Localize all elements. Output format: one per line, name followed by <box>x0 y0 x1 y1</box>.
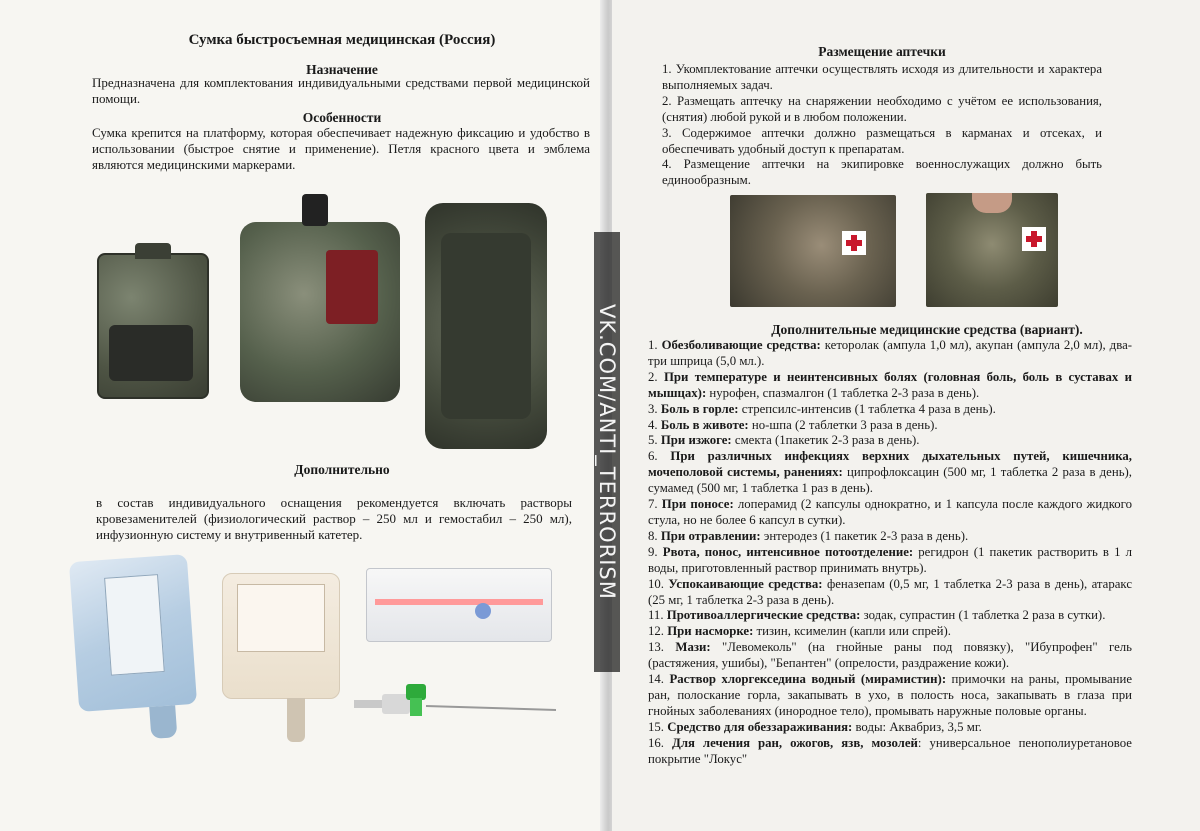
placement-heading: Размещение аптечки <box>818 44 946 59</box>
additional-heading: Дополнительно <box>294 462 390 477</box>
additional-text: в состав индивидуального оснащения рекомендуется включать растворы кровезаменителей (физиологический раствор – 250 мл и гемостабил – 250 мл), инфузионную систему и внутривенный катетер. <box>96 495 572 542</box>
extra-item: 6. При различных инфекциях верхних дыхательных путей, кишечника, мочеполовой системы, ранениях: ципрофлоксацин (500 мг, 1 таблетка 2 раза в день), сумамед (500 мг, 1 таблетка 1 раз в день). <box>648 449 1133 496</box>
extra-item: 14. Раствор хлоргексединa водный (мирамистин): примочки на раны, промывание ран, полоскание горла, закапывать в ухо, в полость носа, закапывать в глаза при гнойных заболеваниях (инородное тело), промывать наружные половые органы. <box>648 672 1133 718</box>
left-title: Сумка быстросъемная медицинская (Россия) <box>188 32 496 48</box>
extra-item: 11. Противоаллергические средства: зодак, супрастин (1 таблетка 2 раза в сутки). <box>648 608 1106 623</box>
placement-item: 4. Размещение аптечки на экипировке военнослужащих должно быть единообразным. <box>662 157 1102 188</box>
extra-item: 4. Боль в животе: но-шпа (2 таблетки 3 раза в день). <box>648 417 938 432</box>
pouch-platform-photo <box>97 253 209 399</box>
extra-list <box>648 338 1132 767</box>
extra-item: 10. Успокаивающие средства: феназепам (0,5 мг, 1 таблетка 2-3 раза в день), атаракс (25 мг, 1 таблетка 2-3 раза в день). <box>648 576 1133 607</box>
features-heading: Особенности <box>302 110 382 125</box>
extra-item: 3. Боль в горле: стрепсилс-интенсив (1 таблетка 4 раза в день). <box>648 401 996 416</box>
extra-item: 2. При температуре и неинтенсивных болях (головная боль, боль в суставах и мышцах): нурофен, спазмалгон (1 таблетка 2-3 раза в день). <box>648 369 1133 400</box>
extra-item: 7. При поносе: лоперамид (2 капсулы однократно, и 1 капсула после каждого жидкого стула, но не более 6 капсул в сутки). <box>648 497 1133 527</box>
extra-item: 12. При насморке: тизин, ксимелин (капли или спрей). <box>648 624 951 639</box>
placement-item: 1. Укомплектование аптечки осуществлять исходя из длительности и характера выполняемых задач. <box>662 62 1102 92</box>
watermark-text: VK.COM/ANTI_TERRORISM <box>594 232 620 672</box>
medical-pouch-photo <box>240 222 400 402</box>
extra-item: 15. Средство для обеззараживания: воды: Аквабриз, 3,5 мг. <box>648 719 982 734</box>
placement-item: 2. Размещать аптечку на снаряжении необходимо с учётом ее использования, (снятия) любой рукой и в любом положении. <box>662 93 1102 124</box>
placement-list <box>662 62 1102 189</box>
placement-item: 3. Содержимое аптечки должно размещаться в карманах и отсеках, и обеспечивать удобный доступ к препаратам. <box>662 125 1102 156</box>
features-text: Сумка крепится на платформу, которая обеспечивает надежную фиксацию и удобство в использовании (быстрое снятие и применение). Петля красного цвета и эмблема являются медицинскими маркерами. <box>92 125 590 172</box>
open-pouch-photo <box>425 203 547 449</box>
extra-item: 5. При изжоге: смекта (1пакетик 2-3 раза в день). <box>648 433 920 448</box>
infusion-system-photo <box>366 568 552 642</box>
soldier-photo-2 <box>926 193 1058 307</box>
extra-heading: Дополнительные медицинские средства (вариант). <box>771 322 1083 337</box>
iv-catheter-photo <box>352 682 556 722</box>
hemostabil-bag-photo <box>222 573 340 699</box>
right-page <box>612 0 1200 831</box>
extra-item: 9. Рвота, понос, интенсивное потоотделение: регидрон (1 пакетик растворить в 1 л воды, приготовленный раствор принимать внутрь). <box>648 544 1132 575</box>
saline-bag-photo <box>69 554 197 712</box>
extra-item: 13. Мази: "Левомеколь" (на гнойные раны под повязку), "Ибупрофен" гель (растяжения, ушибы), "Бепантен" (опрелости, раздражение кожи). <box>648 640 1132 671</box>
soldier-photo-1 <box>730 195 896 307</box>
purpose-text: Предназначена для комплектования индивидуальными средствами первой медицинской помощи. <box>92 75 590 106</box>
purpose-heading: Назначение <box>306 62 378 77</box>
extra-item: 16. Для лечения ран, ожогов, язв, мозолей: универсальное пенополиуретановое покрытие "Локус" <box>648 735 1132 766</box>
extra-item: 8. При отравлении: энтеродез (1 пакетик 2-3 раза в день). <box>648 528 969 543</box>
extra-item: 1. Обезболивающие средства: кеторолак (ампула 1,0 мл), акупан (ампула 2,0 мл), два-три шприца (5,0 мл.). <box>648 338 1133 368</box>
